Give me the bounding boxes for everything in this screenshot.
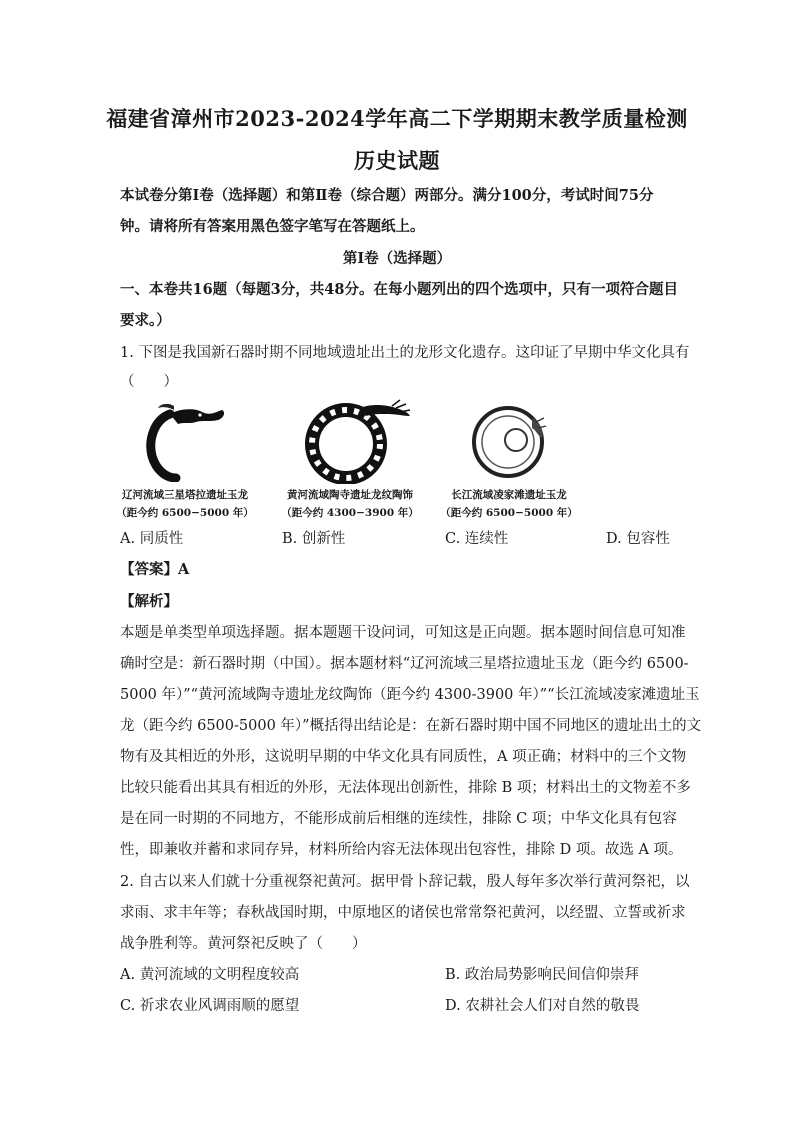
q1-analysis-line-4: 龙（距今约 6500-5000 年）”概括得出结论是：在新石器时期中国不同地区的遗址出土的文	[120, 718, 702, 734]
q1-analysis-line-6: 比较只能看出其具有相近的外形，无法体现出创新性，排除 B 项；材料出土的文物差不多	[120, 780, 691, 796]
q1-analysis-line-7: 是在同一时期的不同地方，不能形成前后相继的连续性，排除 C 项；中华文化具有包容	[120, 811, 677, 827]
section-title: 第Ⅰ卷（选择题）	[342, 250, 452, 267]
q1-analysis-line-3: 5000 年）”“黄河流域陶寺遗址龙纹陶饰（距今约 4300-3900 年）”“长江流域凌家滩遗址玉	[120, 687, 700, 703]
q1-analysis-line-2: 确时空是：新石器时期（中国）。据本题材料“辽河流域三星塔拉遗址玉龙（距今约 6500-	[120, 656, 689, 672]
fig2-caption: 黄河流域陶寺遗址龙纹陶饰	[287, 489, 413, 501]
q2-option-c: C. 祈求农业风调雨顺的愿望	[120, 998, 300, 1014]
q1-analysis-line-5: 物有及其相近的外形，这说明早期的中华文化具有同质性，A 项正确；材料中的三个文物	[120, 749, 687, 765]
q1-stem-line-1: 1. 下图是我国新石器时期不同地域遗址出土的龙形文化遗存。这印证了早期中华文化具有	[120, 345, 690, 361]
q2-option-d: D. 农耕社会人们对自然的敬畏	[445, 998, 640, 1014]
q1-analysis-label: 【解析】	[120, 593, 178, 610]
fig3-date: （距今约 6500−5000 年）	[440, 507, 578, 519]
jade-dragon-ring-image	[466, 400, 554, 482]
coiled-dragon-pottery-image	[300, 398, 415, 484]
fig1-date: （距今约 6500−5000 年）	[116, 507, 254, 519]
q1-answer: 【答案】A	[120, 561, 190, 578]
fig2-date: （距今约 4300−3900 年）	[281, 507, 419, 519]
fig3-caption: 长江流域凌家滩遗址玉龙	[451, 489, 567, 501]
q1-option-d: D. 包容性	[606, 531, 670, 547]
q2-stem-line-1: 2. 自古以来人们就十分重视祭祀黄河。据甲骨卜辞记载，殷人每年多次举行黄河祭祀，以	[120, 874, 690, 890]
instruction-line-1: 一、本卷共16题（每题3分，共48分。在每小题列出的四个选项中，只有一项符合题目	[120, 281, 678, 298]
fig1-caption: 辽河流域三星塔拉遗址玉龙	[122, 489, 248, 501]
q2-option-a: A. 黄河流域的文明程度较高	[120, 967, 300, 983]
jade-dragon-c-shape-image	[140, 400, 235, 482]
exam-title: 福建省漳州市2023-2024学年高二下学期期末教学质量检测	[106, 106, 688, 131]
q1-analysis-line-8: 性，即兼收并蓄和求同存异，材料所给内容无法体现出包容性，排除 D 项。故选 A 项。	[120, 842, 683, 858]
q2-stem-line-3: 战争胜利等。黄河祭祀反映了（ ）	[120, 936, 367, 952]
q2-stem-line-2: 求雨、求丰年等；春秋战国时期，中原地区的诸侯也常常祭祀黄河，以经盟、立誓或祈求	[120, 905, 686, 921]
intro-line-1: 本试卷分第Ⅰ卷（选择题）和第Ⅱ卷（综合题）两部分。满分100分，考试时间75分	[120, 187, 654, 204]
q1-option-c: C. 连续性	[445, 531, 509, 547]
q2-option-b: B. 政治局势影响民间信仰崇拜	[445, 967, 639, 983]
instruction-line-2: 要求。）	[120, 312, 171, 329]
q1-stem-line-2: （ ）	[120, 374, 178, 390]
q1-analysis-line-1: 本题是单类型单项选择题。据本题题干设问词，可知这是正向题。据本题时间信息可知准	[120, 625, 686, 641]
q1-option-a: A. 同质性	[120, 531, 184, 547]
intro-line-2: 钟。请将所有答案用黑色签字笔写在答题纸上。	[120, 218, 425, 235]
exam-subtitle: 历史试题	[354, 148, 440, 173]
q1-option-b: B. 创新性	[282, 531, 346, 547]
